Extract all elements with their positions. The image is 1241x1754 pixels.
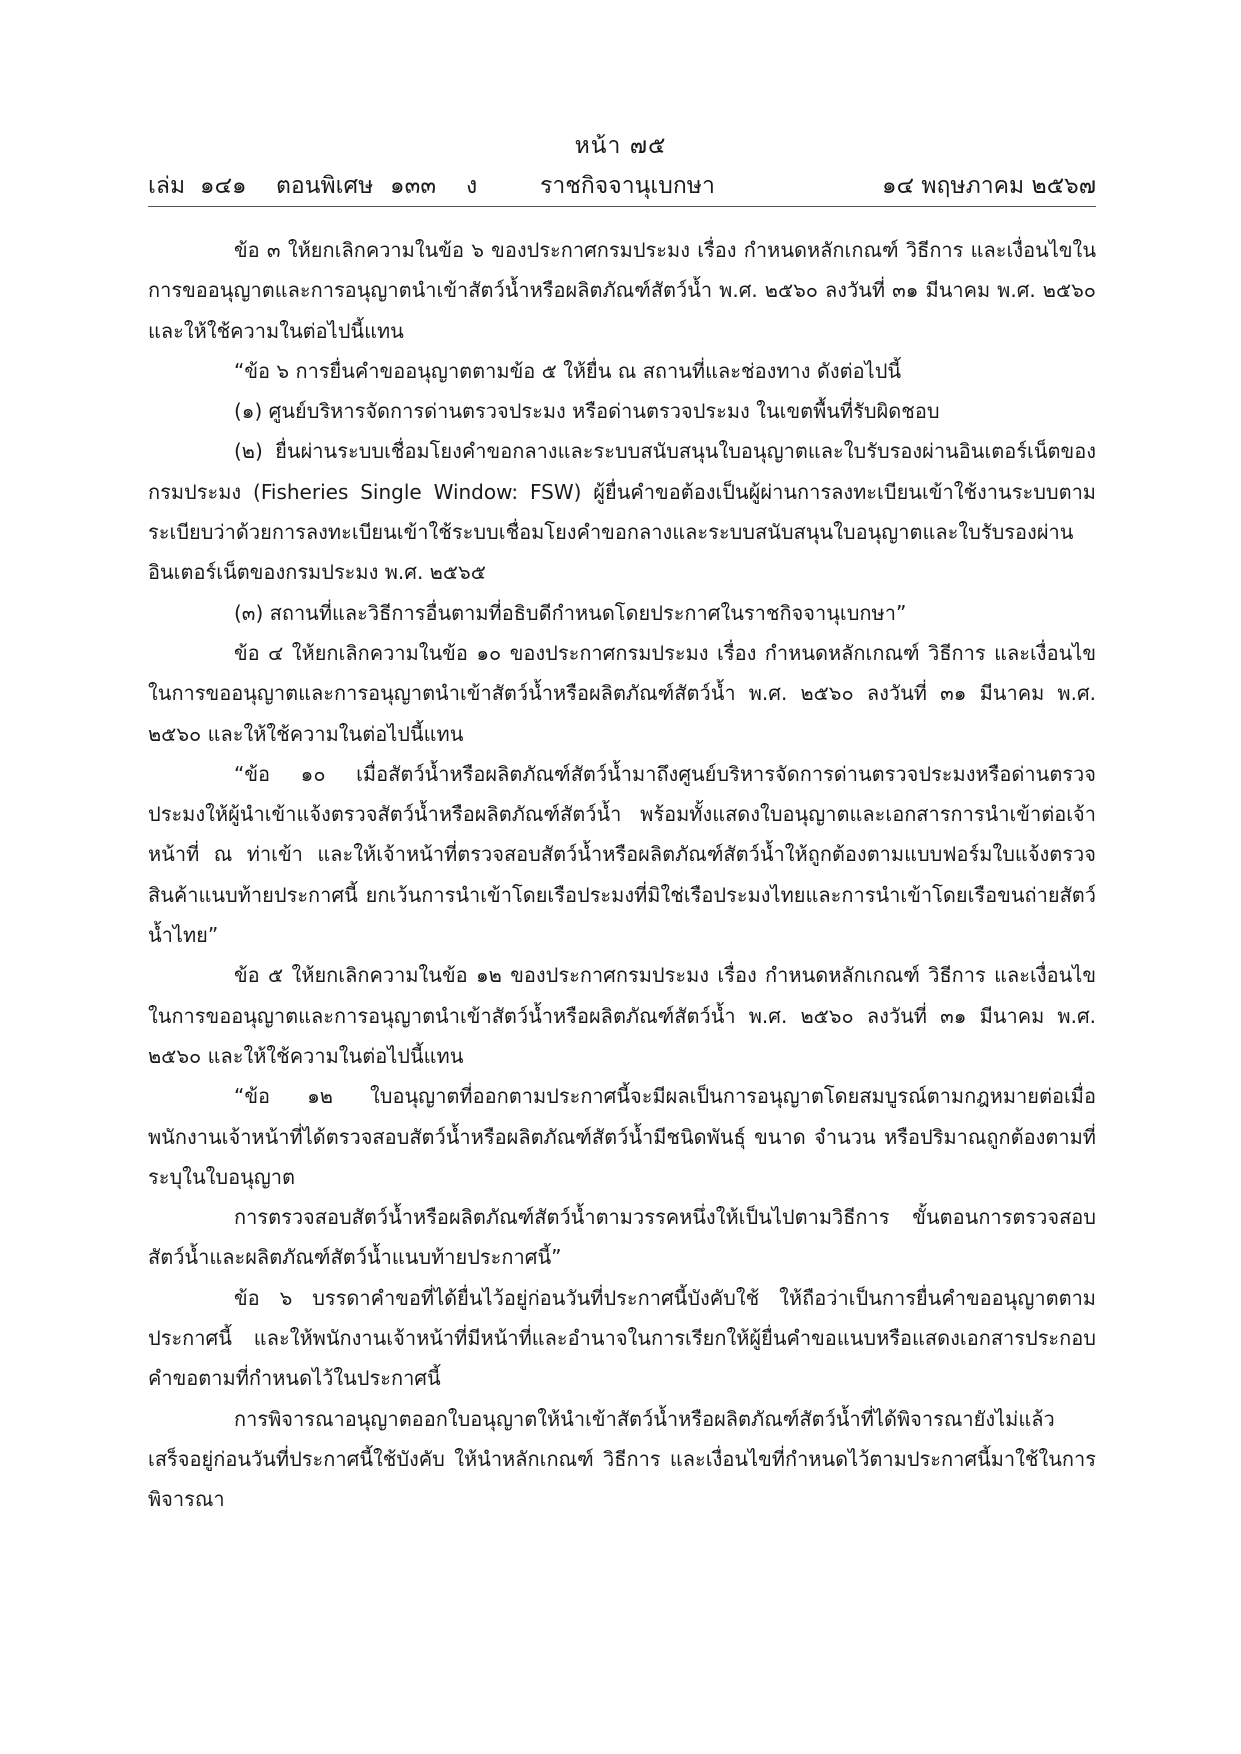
- paragraph-clause-6-quote: “ข้อ ๖ การยื่นคำขออนุญาตตามข้อ ๕ ให้ยื่น ณ สถานที่และช่องทาง ดังต่อไปนี้: [234, 358, 902, 383]
- issue-number: ๑๓๓: [390, 173, 437, 199]
- paragraph-clause-5: ข้อ ๕ ให้ยกเลิกความในข้อ ๑๒ ของประกาศกรมประมง เรื่อง กำหนดหลักเกณฑ์ วิธีการ และเงื่อนไขในการขออนุญาตและการอนุญาตนำเข้าสัตว์น้ำหรือผลิตภัณฑ์สัตว์น้ำ พ.ศ. ๒๕๖๐ ลงวันที่ ๓๑ มีนาคม พ.ศ. ๒๕๖๐ และให้ใช้ความในต่อไปนี้แทน: [148, 963, 1096, 1068]
- paragraph-clause-10-quote: “ข้อ ๑๐ เมื่อสัตว์น้ำหรือผลิตภัณฑ์สัตว์น้ำมาถึงศูนย์บริหารจัดการด่านตรวจประมงหรือด่านตรวจประมงให้ผู้นำเข้าแจ้งตรวจสัตว์น้ำหรือผลิตภัณฑ์สัตว์น้ำ พร้อมทั้งแสดงใบอนุญาตและเอกสารการนำเข้าต่อเจ้าหน้าที่ ณ ท่าเข้า และให้เจ้าหน้าที่ตรวจสอบสัตว์น้ำหรือผลิตภัณฑ์สัตว์น้ำให้ถูกต้องตามแบบฟอร์มใบแจ้งตรวจสินค้าแนบท้ายประกาศนี้ ยกเว้นการนำเข้าโดยเรือประมงที่มิใช่เรือประมงไทยและการนำเข้าโดยเรือขนถ่ายสัตว์น้ำไทย”: [148, 761, 1096, 948]
- journal-title: ราชกิจจานุเบกษา: [540, 173, 715, 199]
- paragraph-clause-4: ข้อ ๔ ให้ยกเลิกความในข้อ ๑๐ ของประกาศกรมประมง เรื่อง กำหนดหลักเกณฑ์ วิธีการ และเงื่อนไขในการขออนุญาตและการอนุญาตนำเข้าสัตว์น้ำหรือผลิตภัณฑ์สัตว์น้ำ พ.ศ. ๒๕๖๐ ลงวันที่ ๓๑ มีนาคม พ.ศ. ๒๕๖๐ และให้ใช้ความในต่อไปนี้แทน: [148, 640, 1096, 746]
- paragraph-clause-12-second: การตรวจสอบสัตว์น้ำหรือผลิตภัณฑ์สัตว์น้ำตามวรรคหนึ่งให้เป็นไปตามวิธีการ ขั้นตอนการตรวจสอบสัตว์น้ำและผลิตภัณฑ์สัตว์น้ำแนบท้ายประกาศนี้”: [148, 1205, 1096, 1270]
- paragraph-item-3: (๓) สถานที่และวิธีการอื่นตามที่อธิบดีกำหนดโดยประกาศในราชกิจจานุเบกษา”: [234, 600, 907, 625]
- page-number: หน้า ๗๕: [574, 133, 667, 159]
- document-body: [148, 230, 1096, 1520]
- issue-suffix: ง: [466, 173, 478, 199]
- publication-date: ๑๔ พฤษภาคม ๒๕๖๗: [882, 173, 1096, 199]
- paragraph-item-1: (๑) ศูนย์บริหารจัดการด่านตรวจประมง หรือด่านตรวจประมง ในเขตพื้นที่รับผิดชอบ: [234, 399, 940, 424]
- paragraph-clause-6: ข้อ ๖ บรรดาคำขอที่ได้ยื่นไว้อยู่ก่อนวันที่ประกาศนี้บังคับใช้ ให้ถือว่าเป็นการยื่นคำขออนุญาตตามประกาศนี้ และให้พนักงานเจ้าหน้าที่มีหน้าที่และอำนาจในการเรียกให้ผู้ยื่นคำขอแนบหรือแสดงเอกสารประกอบคำขอตามที่กำหนดไว้ในประกาศนี้: [148, 1285, 1096, 1391]
- gazette-header: [148, 168, 1096, 208]
- header-divider: [148, 206, 1096, 207]
- paragraph-clause-12-quote: “ข้อ ๑๒ ใบอนุญาตที่ออกตามประกาศนี้จะมีผลเป็นการอนุญาตโดยสมบูรณ์ตามกฎหมายต่อเมื่อพนักงานเจ้าหน้าที่ได้ตรวจสอบสัตว์น้ำหรือผลิตภัณฑ์สัตว์น้ำมีชนิดพันธุ์ ขนาด จำนวน หรือปริมาณถูกต้องตามที่ระบุในใบอนุญาต: [148, 1084, 1096, 1189]
- issue-label: ตอนพิเศษ: [276, 173, 374, 199]
- volume-label: เล่ม: [148, 173, 186, 199]
- paragraph-clause-6-second: การพิจารณาอนุญาตออกใบอนุญาตให้นำเข้าสัตว์น้ำหรือผลิตภัณฑ์สัตว์น้ำที่ได้พิจารณายังไม่แล้วเสร็จอยู่ก่อนวันที่ประกาศนี้ใช้บังคับ ให้นำหลักเกณฑ์ วิธีการ และเงื่อนไขที่กำหนดไว้ตามประกาศนี้มาใช้ในการพิจารณา: [148, 1406, 1096, 1512]
- volume-number: ๑๔๑: [200, 173, 247, 199]
- paragraph-item-2: (๒) ยื่นผ่านระบบเชื่อมโยงคำขอกลางและระบบสนับสนุนใบอนุญาตและใบรับรองผ่านอินเตอร์เน็ตของกรมประมง (Fisheries Single Window: FSW) ผู้ยื่นคำขอต้องเป็นผู้ผ่านการลงทะเบียนเข้าใช้งานระบบตามระเบียบว่าด้วยการลงทะเบียนเข้าใช้ระบบเชื่อมโยงคำขอกลางและระบบสนับสนุนใบอนุญาตและใบรับรองผ่านอินเตอร์เน็ตของกรมประมง พ.ศ. ๒๕๖๕: [148, 439, 1096, 585]
- paragraph-clause-3: ข้อ ๓ ให้ยกเลิกความในข้อ ๖ ของประกาศกรมประมง เรื่อง กำหนดหลักเกณฑ์ วิธีการ และเงื่อนไขในการขออนุญาตและการอนุญาตนำเข้าสัตว์น้ำหรือผลิตภัณฑ์สัตว์น้ำ พ.ศ. ๒๕๖๐ ลงวันที่ ๓๑ มีนาคม พ.ศ. ๒๕๖๐ และให้ใช้ความในต่อไปนี้แทน: [148, 238, 1096, 343]
